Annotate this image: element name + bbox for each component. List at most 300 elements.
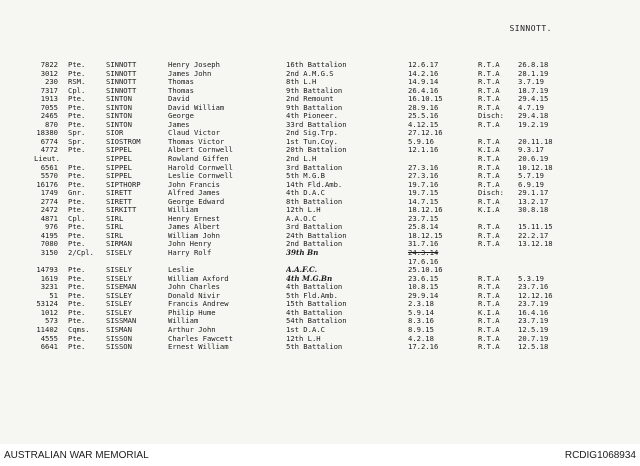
- cell-surname: [106, 258, 168, 267]
- cell-date1: 27.12.16: [408, 129, 443, 138]
- cell-given: Albert Cornwell: [168, 146, 233, 155]
- cell-unit: 2nd Battalion: [286, 240, 343, 249]
- cell-status: R.T.A: [478, 283, 500, 292]
- cell-surname: SISELY: [106, 274, 132, 283]
- cell-rank: Pte.: [68, 146, 86, 155]
- cell-status: R.T.A: [478, 103, 500, 112]
- cell-unit: 2nd Remount: [286, 95, 334, 104]
- cell-date2: 26.8.18: [518, 61, 549, 69]
- cell-rank: Pte.: [68, 223, 86, 232]
- cell-given: Leslie Cornwell: [168, 172, 233, 181]
- cell-date2: 23.7.19: [518, 317, 549, 326]
- cell-date1: 27.3.16: [408, 163, 439, 172]
- cell-given: Francis Andrew: [168, 300, 229, 309]
- cell-date1: 28.9.16: [408, 103, 439, 112]
- table-row: [34, 129, 594, 138]
- cell-date2: 30.8.18: [518, 206, 549, 215]
- cell-surname: SIPPEL: [106, 163, 132, 172]
- cell-status: R.T.A: [478, 291, 500, 300]
- cell-date1: 14.9.14: [408, 78, 439, 87]
- cell-given: David: [168, 95, 190, 104]
- cell-given: Charles Fawcett: [168, 334, 233, 343]
- cell-unit: A.A.O.C: [286, 214, 317, 223]
- table-row: [34, 283, 594, 292]
- table-row: [34, 249, 594, 258]
- cell-date2: 9.3.17: [518, 146, 544, 155]
- cell-date1: [408, 155, 478, 164]
- table-row: [34, 232, 594, 241]
- cell-date2: 29.4.18: [518, 112, 549, 121]
- cell-given: William Axford: [168, 274, 229, 283]
- table-row: [34, 164, 594, 173]
- cell-num: 230: [45, 78, 58, 87]
- cell-num: 3150: [40, 249, 58, 258]
- cell-given: John Charles: [168, 283, 220, 292]
- cell-given: John Francis: [168, 180, 220, 189]
- cell-rank: Pte.: [68, 300, 86, 309]
- cell-date1: 10.8.15: [408, 283, 439, 292]
- cell-unit: 3rd Battalion: [286, 223, 343, 232]
- cell-rank: Pte.: [68, 180, 86, 189]
- cell-unit: 2nd Sig.Trp.: [286, 129, 338, 138]
- cell-surname: SINTON: [106, 120, 132, 129]
- cell-unit: 3rd Battalion: [286, 163, 343, 172]
- footer-bar: [0, 444, 640, 466]
- roll-table: [34, 61, 594, 352]
- cell-rank: Pte.: [68, 112, 86, 121]
- cell-status: R.T.A: [478, 69, 500, 78]
- cell-num: 870: [45, 120, 58, 129]
- cell-given: Claud Victor: [168, 129, 220, 138]
- cell-given: Alfred James: [168, 189, 220, 198]
- cell-date1: 4.12.15: [408, 120, 439, 129]
- cell-status: R.T.A: [478, 78, 500, 87]
- cell-surname: SIRL: [106, 231, 124, 240]
- cell-rank: Pte.: [68, 120, 86, 129]
- cell-status: R.T.A: [478, 95, 500, 104]
- cell-status: [478, 215, 518, 224]
- cell-num: 2465: [40, 112, 58, 121]
- cell-date2: 5.3.19: [518, 274, 544, 283]
- cell-unit: 20th Battalion: [286, 146, 347, 155]
- cell-rank: [68, 258, 106, 267]
- cell-date2: 4.7.19: [518, 103, 544, 112]
- cell-num: 7055: [40, 103, 58, 112]
- cell-status: R.T.A: [478, 300, 500, 309]
- table-row: [34, 138, 594, 147]
- cell-unit: [286, 258, 408, 267]
- cell-rank: Cpl.: [68, 86, 86, 95]
- cell-status: R.T.A: [478, 137, 500, 146]
- cell-date1: 17.2.16: [408, 343, 439, 352]
- cell-unit: 2nd L.H: [286, 155, 317, 164]
- cell-date1: 16.10.15: [408, 95, 443, 104]
- cell-date1: 12.1.16: [408, 146, 439, 155]
- cell-date1: 14.2.16: [408, 69, 439, 78]
- cell-surname: SISLEY: [106, 291, 132, 300]
- cell-date2: [518, 249, 578, 258]
- cell-date1: 29.9.14: [408, 291, 439, 300]
- cell-num: 7822: [40, 61, 58, 69]
- cell-num: 1913: [40, 95, 58, 104]
- cell-surname: SINTON: [106, 95, 132, 104]
- cell-num: 2472: [40, 206, 58, 215]
- cell-rank: Pte.: [68, 343, 86, 352]
- cell-unit: 9th Battalion: [286, 103, 343, 112]
- cell-date2: 22.2.17: [518, 231, 549, 240]
- cell-date2: 13.12.18: [518, 240, 553, 249]
- cell-given: Thomas: [168, 86, 194, 95]
- cell-unit: 15th Battalion: [286, 300, 347, 309]
- cell-date1: 2.3.18: [408, 300, 434, 309]
- table-row: [34, 240, 594, 249]
- cell-num: 18380: [36, 129, 58, 138]
- cell-rank: Pte.: [68, 163, 86, 172]
- cell-surname: SISLEY: [106, 308, 132, 317]
- cell-date2: 13.2.17: [518, 197, 549, 206]
- cell-surname: SISELY: [106, 266, 132, 275]
- cell-status: R.T.A: [478, 120, 500, 129]
- cell-status: R.T.A: [478, 240, 500, 249]
- cell-rank: Pte.: [68, 274, 86, 283]
- cell-surname: SISMAN: [106, 325, 132, 334]
- cell-date2: [518, 258, 578, 267]
- cell-date2: [518, 266, 578, 275]
- cell-unit: 9th Battalion: [286, 86, 343, 95]
- cell-num: 3012: [40, 69, 58, 78]
- table-row: [34, 258, 594, 267]
- cell-date1: 5.9.14: [408, 308, 434, 317]
- cell-given: John Henry: [168, 240, 212, 249]
- cell-given: William John: [168, 231, 220, 240]
- cell-rank: Pte.: [68, 266, 86, 275]
- cell-given: Philip Hume: [168, 308, 216, 317]
- cell-rank: RSM.: [68, 78, 86, 87]
- cell-num: 2774: [40, 197, 58, 206]
- cell-surname: SINTON: [106, 112, 132, 121]
- cell-num: 7317: [40, 86, 58, 95]
- cell-date1: 25.10.16: [408, 266, 443, 275]
- cell-rank: Pte.: [68, 69, 86, 78]
- cell-given: David William: [168, 103, 225, 112]
- cell-given: Harry Rolf: [168, 249, 212, 258]
- cell-unit: 5th Fld.Amb.: [286, 291, 338, 300]
- cell-rank: Pte.: [68, 172, 86, 181]
- cell-date2: 12.5.18: [518, 343, 549, 352]
- cell-date1: 8.9.15: [408, 325, 434, 334]
- cell-surname: SIRL: [106, 214, 124, 223]
- cell-surname: SIOR: [106, 129, 124, 138]
- cell-status: R.T.A: [478, 172, 500, 181]
- table-row: [34, 112, 594, 121]
- cell-date2: 6.9.19: [518, 180, 544, 189]
- cell-date2: 23.7.16: [518, 283, 549, 292]
- cell-date2: 12.5.19: [518, 325, 549, 334]
- table-row: [34, 146, 594, 155]
- table-row: [34, 343, 594, 352]
- cell-rank: [68, 155, 106, 164]
- cell-date1: 24.3.14: [408, 249, 439, 258]
- footer-record-id: RCDIG1068934: [564, 450, 636, 461]
- table-row: [34, 189, 594, 198]
- cell-unit: 14th Fld.Amb.: [286, 180, 343, 189]
- cell-given: Henry Joseph: [168, 61, 220, 69]
- cell-date2: 28.1.19: [518, 69, 549, 78]
- cell-date2: 3.7.19: [518, 78, 544, 87]
- cell-num: [34, 258, 68, 267]
- table-row: [34, 292, 594, 301]
- table-row: [34, 121, 594, 130]
- cell-rank: Spr.: [68, 137, 86, 146]
- cell-date1: 18.12.15: [408, 231, 443, 240]
- cell-unit: 24th Battalion: [286, 231, 347, 240]
- cell-rank: Pte.: [68, 206, 86, 215]
- table-row: [34, 206, 594, 215]
- table-row: [34, 104, 594, 113]
- table-row: [34, 317, 594, 326]
- cell-unit: 4th M.G.Bn: [286, 274, 333, 283]
- cell-status: Disch:: [478, 112, 504, 121]
- table-row: [34, 78, 594, 87]
- cell-unit: 1st D.A.C: [286, 325, 325, 334]
- cell-rank: Pte.: [68, 231, 86, 240]
- cell-given: William: [168, 317, 199, 326]
- cell-status: [478, 266, 518, 275]
- cell-given: Rowland Giffen: [168, 155, 229, 164]
- cell-unit: 2nd A.M.G.S: [286, 69, 334, 78]
- cell-surname: SINNOTT: [106, 86, 137, 95]
- cell-num: 53124: [36, 300, 58, 309]
- cell-status: K.I.A: [478, 146, 500, 155]
- cell-num: 4195: [40, 231, 58, 240]
- cell-date1: 23.6.15: [408, 274, 439, 283]
- cell-unit: 4th D.A.C: [286, 189, 325, 198]
- cell-date1: 17.6.16: [408, 257, 439, 266]
- cell-date1: 8.3.16: [408, 317, 434, 326]
- cell-date1: 31.7.16: [408, 240, 439, 249]
- cell-date1: 27.3.16: [408, 172, 439, 181]
- cell-status: R.T.A: [478, 334, 500, 343]
- cell-date1: 19.7.16: [408, 180, 439, 189]
- cell-unit: 4th Battalion: [286, 283, 343, 292]
- cell-date2: 16.4.16: [518, 308, 549, 317]
- cell-surname: SIPPEL: [106, 155, 132, 164]
- cell-num: 6774: [40, 137, 58, 146]
- cell-rank: Pte.: [68, 308, 86, 317]
- cell-num: 6561: [40, 163, 58, 172]
- cell-unit: 1st Tun.Coy.: [286, 137, 338, 146]
- table-row: [34, 61, 594, 70]
- cell-date2: 20.7.19: [518, 334, 549, 343]
- cell-surname: SIRKITT: [106, 206, 137, 215]
- cell-status: [478, 258, 518, 267]
- cell-rank: Pte.: [68, 291, 86, 300]
- table-row: [34, 215, 594, 224]
- cell-date2: 5.7.19: [518, 172, 544, 181]
- cell-surname: SINNOTT: [106, 61, 137, 69]
- cell-date2: 20.11.18: [518, 137, 553, 146]
- cell-unit: 12th L.H: [286, 334, 321, 343]
- cell-unit: 4th Battalion: [286, 308, 343, 317]
- cell-status: R.T.A: [478, 317, 500, 326]
- cell-given: James: [168, 120, 190, 129]
- cell-num: 3231: [40, 283, 58, 292]
- cell-status: R.T.A: [478, 197, 500, 206]
- cell-date2: [518, 129, 578, 138]
- cell-num: 976: [45, 223, 58, 232]
- cell-rank: Pte.: [68, 334, 86, 343]
- cell-status: R.T.A: [478, 163, 500, 172]
- cell-given: Ernest William: [168, 343, 229, 352]
- table-row: [34, 87, 594, 96]
- cell-rank: Cpl.: [68, 214, 86, 223]
- cell-surname: SISEMAN: [106, 283, 137, 292]
- cell-status: K.I.A: [478, 206, 500, 215]
- table-row: [34, 198, 594, 207]
- cell-status: R.T.A: [478, 231, 500, 240]
- cell-unit: 8th Battalion: [286, 197, 343, 206]
- cell-date2: 20.6.19: [518, 155, 549, 164]
- cell-given: [168, 258, 286, 267]
- table-row: [34, 300, 594, 309]
- cell-rank: Pte.: [68, 103, 86, 112]
- cell-surname: SIRL: [106, 223, 124, 232]
- table-row: [34, 275, 594, 284]
- cell-date2: 12.12.16: [518, 291, 553, 300]
- cell-rank: Pte.: [68, 61, 86, 69]
- cell-date1: 4.2.18: [408, 334, 434, 343]
- cell-date2: [518, 215, 578, 224]
- cell-unit: 5th Battalion: [286, 343, 343, 352]
- cell-unit: A.A.F.C.: [286, 266, 318, 275]
- cell-rank: Pte.: [68, 197, 86, 206]
- cell-surname: SINNOTT: [106, 69, 137, 78]
- cell-num: 1619: [40, 274, 58, 283]
- table-row: [34, 326, 594, 335]
- cell-unit: 4th Pioneer.: [286, 112, 338, 121]
- cell-status: R.T.A: [478, 155, 500, 164]
- cell-date2: 29.4.15: [518, 95, 549, 104]
- cell-given: Donald Nivir: [168, 291, 220, 300]
- table-row: [34, 223, 594, 232]
- cell-date2: 15.11.15: [518, 223, 553, 232]
- cell-status: R.T.A: [478, 223, 500, 232]
- cell-status: [478, 249, 518, 258]
- table-row: [34, 172, 594, 181]
- table-row: [34, 95, 594, 104]
- cell-surname: SIPPEL: [106, 146, 132, 155]
- cell-date1: 19.7.15: [408, 189, 439, 198]
- table-row: [34, 335, 594, 344]
- cell-unit: 12th L.H: [286, 206, 321, 215]
- cell-num: 11402: [36, 325, 58, 334]
- cell-num: 4772: [40, 146, 58, 155]
- cell-status: [478, 129, 518, 138]
- cell-num: 4871: [40, 214, 58, 223]
- table-row: [34, 70, 594, 79]
- cell-given: James John: [168, 69, 212, 78]
- cell-rank: 2/Cpl.: [68, 249, 94, 258]
- cell-status: R.T.A: [478, 180, 500, 189]
- cell-num: 6641: [40, 343, 58, 352]
- cell-num: 5570: [40, 172, 58, 181]
- cell-status: R.T.A: [478, 86, 500, 95]
- cell-given: Harold Cornwell: [168, 163, 233, 172]
- cell-surname: SISSON: [106, 334, 132, 343]
- cell-rank: Cqms.: [68, 325, 90, 334]
- cell-date1: 23.7.15: [408, 214, 439, 223]
- cell-rank: Pte.: [68, 283, 86, 292]
- cell-num: 573: [45, 317, 58, 326]
- footer-institution: AUSTRALIAN WAR MEMORIAL: [4, 450, 149, 461]
- cell-status: R.T.A: [478, 343, 500, 352]
- cell-surname: SISSMAN: [106, 317, 137, 326]
- cell-rank: Pte.: [68, 240, 86, 249]
- cell-surname: SIOSTROM: [106, 137, 141, 146]
- cell-date1: 25.5.16: [408, 112, 439, 121]
- cell-given: James Albert: [168, 223, 220, 232]
- cell-num: 1012: [40, 308, 58, 317]
- cell-given: George Edward: [168, 197, 225, 206]
- cell-num: 14793: [36, 266, 58, 275]
- page-header-surname: SINNOTT.: [509, 24, 552, 33]
- cell-unit: 8th L.H: [286, 78, 317, 87]
- cell-num: 1749: [40, 189, 58, 198]
- cell-num: 16176: [36, 180, 58, 189]
- cell-status: R.T.A: [478, 274, 500, 283]
- cell-date2: 19.2.19: [518, 120, 549, 129]
- cell-date2: 10.12.18: [518, 163, 553, 172]
- table-row: [34, 181, 594, 190]
- cell-given: Leslie: [168, 266, 194, 275]
- cell-given: Thomas: [168, 78, 194, 87]
- cell-date2: 29.1.17: [518, 189, 549, 198]
- cell-surname: SIPTHORP: [106, 180, 141, 189]
- cell-given: Arthur John: [168, 325, 216, 334]
- cell-unit: 54th Battalion: [286, 317, 347, 326]
- cell-date1: 12.6.17: [408, 61, 439, 69]
- cell-unit: 5th M.G.B: [286, 172, 325, 181]
- cell-date2: 18.7.19: [518, 86, 549, 95]
- cell-surname: SISSON: [106, 343, 132, 352]
- cell-rank: Gnr.: [68, 189, 86, 198]
- cell-surname: SINTON: [106, 103, 132, 112]
- table-row: [34, 309, 594, 318]
- cell-date1: 14.7.15: [408, 197, 439, 206]
- cell-num: Lieut.: [34, 155, 60, 164]
- cell-date1: 5.9.16: [408, 137, 434, 146]
- cell-given: Henry Ernest: [168, 214, 220, 223]
- cell-unit: 39th Bn: [286, 249, 319, 258]
- cell-surname: SIPPEL: [106, 172, 132, 181]
- cell-rank: Pte.: [68, 317, 86, 326]
- cell-given: Thomas Victor: [168, 137, 225, 146]
- cell-rank: Spr.: [68, 129, 86, 138]
- table-row: [34, 155, 594, 164]
- cell-num: 51: [49, 291, 58, 300]
- cell-surname: SIRETT: [106, 189, 132, 198]
- cell-surname: SIRETT: [106, 197, 132, 206]
- cell-surname: SIRMAN: [106, 240, 132, 249]
- cell-date1: 18.12.16: [408, 206, 443, 215]
- cell-surname: SISELY: [106, 249, 132, 258]
- cell-rank: Pte.: [68, 95, 86, 104]
- cell-num: 4555: [40, 334, 58, 343]
- cell-date1: 26.4.16: [408, 86, 439, 95]
- cell-surname: SINNOTT: [106, 78, 137, 87]
- cell-given: William: [168, 206, 199, 215]
- cell-status: R.T.A: [478, 325, 500, 334]
